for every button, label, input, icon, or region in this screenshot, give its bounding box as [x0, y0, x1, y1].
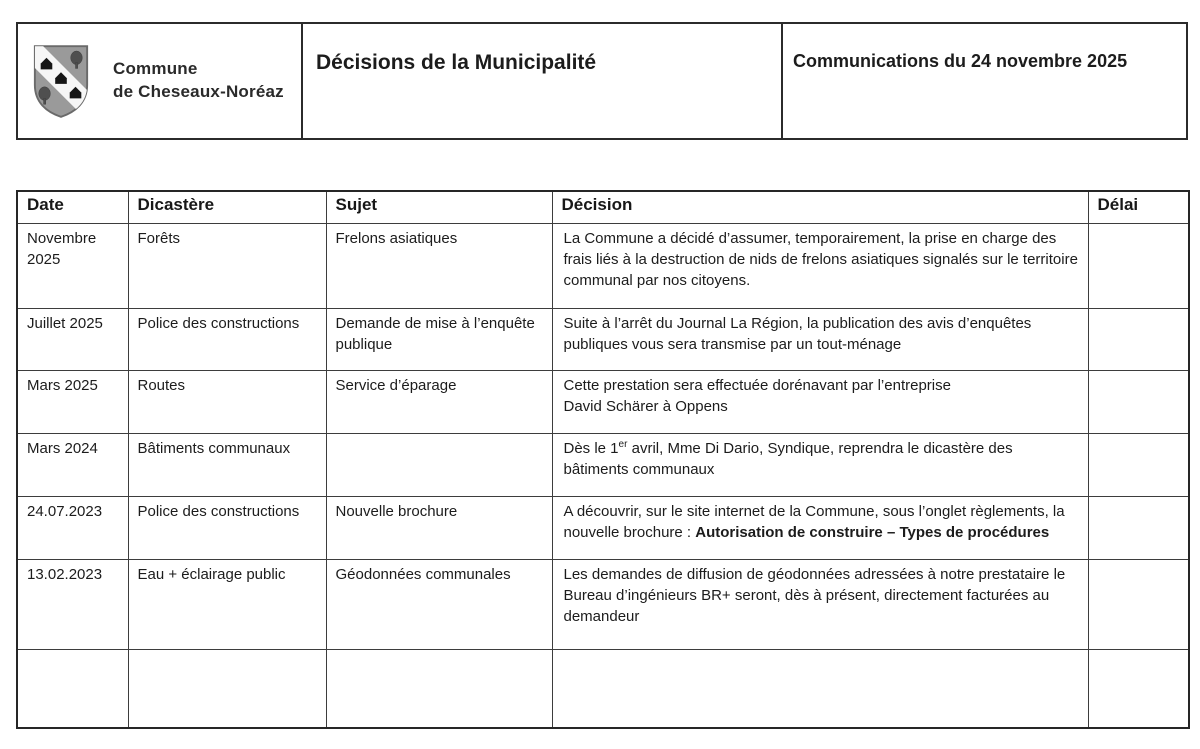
cell-dicastere: Eau + éclairage public	[128, 559, 326, 649]
cell-decision: La Commune a décidé d’assumer, temporairement, la prise en charge des frais liés à la destruction de nids de frelons asiatiques signalés sur le territoire communal par nos citoyens.	[552, 223, 1088, 308]
cell-decision: A découvrir, sur le site internet de la Commune, sous l’onglet règlements, la nouvelle brochure : Autorisation de construire – Types de procédures	[552, 496, 1088, 559]
cell-delai	[1088, 559, 1189, 649]
communications-date: Communications du 24 novembre 2025	[793, 51, 1128, 71]
cell-dicastere: Routes	[128, 370, 326, 433]
column-header-date: Date	[17, 191, 128, 223]
cell-delai	[1088, 308, 1189, 370]
cell-decision	[552, 649, 1088, 728]
cell-delai	[1088, 223, 1189, 308]
cell-dicastere: Bâtiments communaux	[128, 433, 326, 496]
table-row	[17, 433, 1189, 496]
cell-sujet	[326, 649, 552, 728]
commune-crest-icon	[31, 42, 91, 120]
cell-decision: Cette prestation sera effectuée dorénavant par l’entreprise David Schärer à Oppens	[552, 370, 1088, 433]
cell-delai	[1088, 370, 1189, 433]
cell-date: 24.07.2023	[17, 496, 128, 559]
table-header-row	[17, 191, 1189, 223]
document-title: Décisions de la Municipalité	[316, 51, 597, 74]
table-row	[17, 496, 1189, 559]
cell-date: Mars 2025	[17, 370, 128, 433]
column-header-delai: Délai	[1088, 191, 1189, 223]
cell-date	[17, 649, 128, 728]
cell-sujet: Nouvelle brochure	[326, 496, 552, 559]
table-row	[17, 370, 1189, 433]
column-header-sujet: Sujet	[326, 191, 552, 223]
cell-sujet: Service d’éparage	[326, 370, 552, 433]
cell-delai	[1088, 433, 1189, 496]
cell-dicastere: Police des constructions	[128, 496, 326, 559]
document-header	[16, 22, 1188, 140]
header-cell-commune	[18, 24, 303, 138]
cell-dicastere: Police des constructions	[128, 308, 326, 370]
table-row	[17, 308, 1189, 370]
cell-sujet: Géodonnées communales	[326, 559, 552, 649]
cell-decision: Suite à l’arrêt du Journal La Région, la publication des avis d’enquêtes publiques vous sera transmise par un tout-ménage	[552, 308, 1088, 370]
header-cell-communications	[783, 24, 1186, 138]
cell-date: Juillet 2025	[17, 308, 128, 370]
commune-name-line2: de Cheseaux-Noréaz	[113, 82, 284, 101]
cell-date: Novembre 2025	[17, 223, 128, 308]
cell-decision: Les demandes de diffusion de géodonnées adressées à notre prestataire le Bureau d’ingénieurs BR+ seront, dès à présent, directement facturées au demandeur	[552, 559, 1088, 649]
commune-name-line1: Commune	[113, 59, 198, 79]
cell-sujet: Demande de mise à l’enquête publique	[326, 308, 552, 370]
cell-sujet	[326, 433, 552, 496]
table-row	[17, 559, 1189, 649]
commune-name	[113, 58, 284, 104]
cell-date: 13.02.2023	[17, 559, 128, 649]
table-row	[17, 223, 1189, 308]
cell-dicastere: Forêts	[128, 223, 326, 308]
cell-sujet: Frelons asiatiques	[326, 223, 552, 308]
cell-dicastere	[128, 649, 326, 728]
table-row	[17, 649, 1189, 728]
cell-delai	[1088, 649, 1189, 728]
cell-date: Mars 2024	[17, 433, 128, 496]
table-body	[17, 223, 1189, 728]
decisions-table	[16, 190, 1190, 729]
cell-delai	[1088, 496, 1189, 559]
column-header-decision: Décision	[552, 191, 1088, 223]
header-cell-title	[303, 24, 783, 138]
cell-decision: Dès le 1er avril, Mme Di Dario, Syndique, reprendra le dicastère des bâtiments communaux	[552, 433, 1088, 496]
column-header-dicastere: Dicastère	[128, 191, 326, 223]
